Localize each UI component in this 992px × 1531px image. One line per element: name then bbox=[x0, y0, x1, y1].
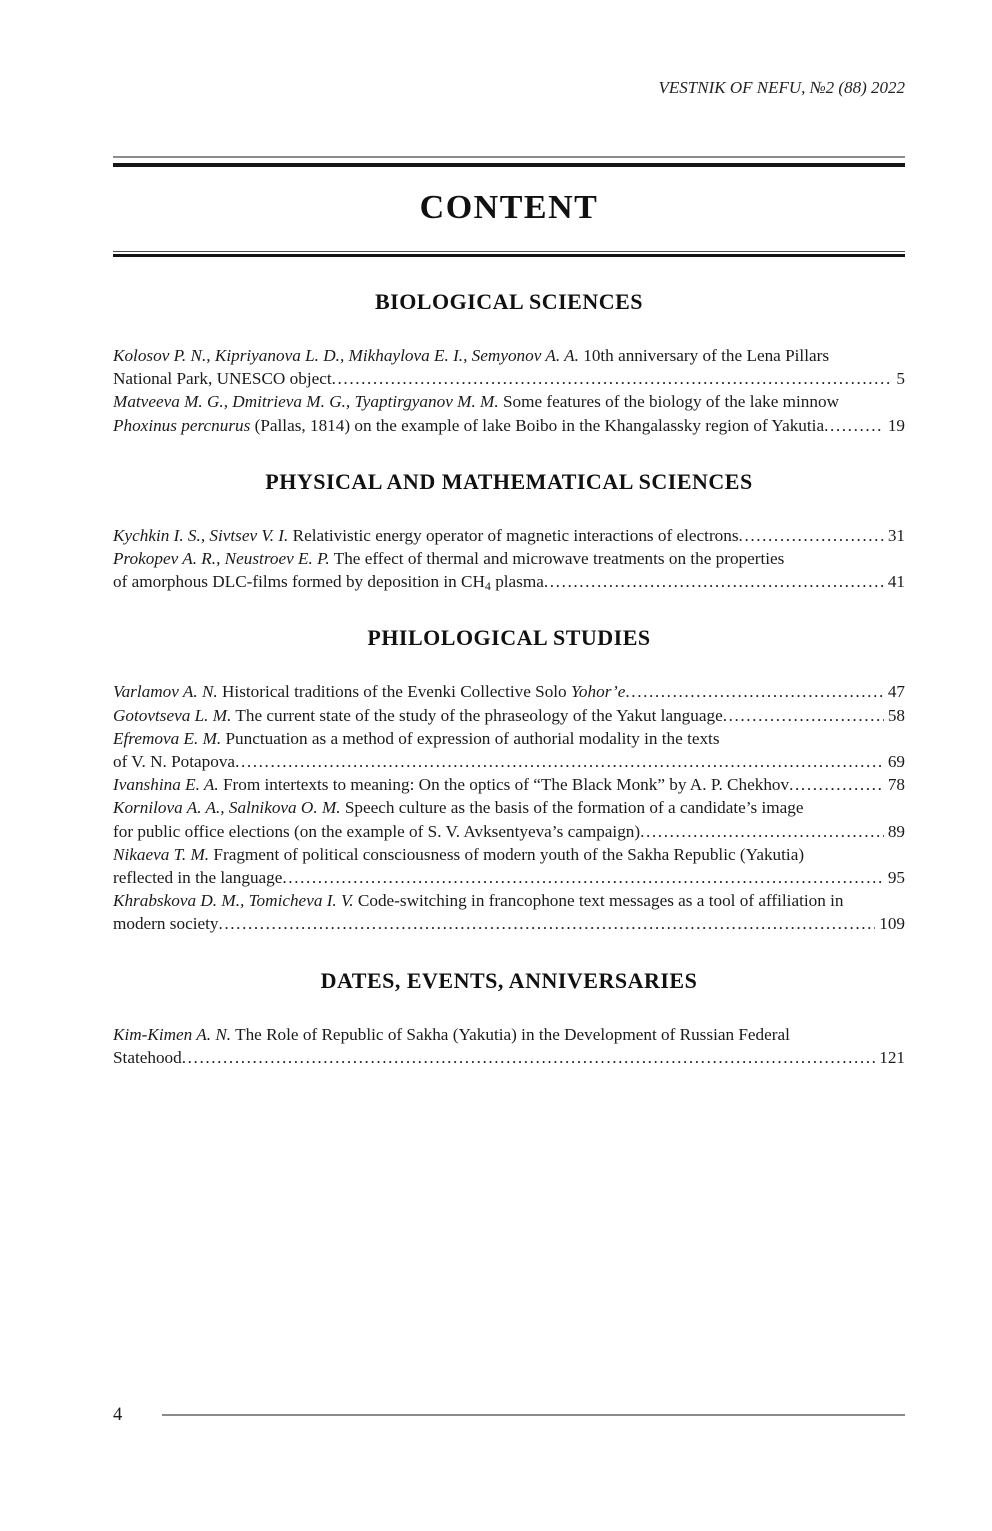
entry-page-number: 47 bbox=[887, 682, 905, 702]
toc-section bbox=[113, 968, 905, 1069]
dot-leader bbox=[182, 1046, 875, 1069]
toc-line bbox=[113, 344, 905, 367]
toc-line bbox=[113, 1023, 905, 1046]
toc-line bbox=[113, 570, 905, 593]
toc-line bbox=[113, 547, 905, 570]
page-footer bbox=[113, 1402, 905, 1428]
entry-text-segment: modern society bbox=[113, 914, 219, 934]
section-heading: DATES, EVENTS, ANNIVERSARIES bbox=[320, 967, 698, 993]
section-heading: PHILOLOGICAL STUDIES bbox=[367, 625, 651, 651]
section-heading: PHYSICAL AND MATHEMATICAL SCIENCES bbox=[265, 468, 753, 494]
toc-line bbox=[113, 704, 905, 727]
entry-page-number: 69 bbox=[887, 752, 905, 772]
entry-text bbox=[113, 912, 218, 935]
entry-text-segment: (Pallas, 1814) on the example of lake Boibo in the Khangalassky region of Yakutia bbox=[250, 415, 825, 435]
entry-text-segment: plasma bbox=[490, 572, 544, 592]
dot-leader bbox=[723, 704, 884, 727]
dot-leader bbox=[739, 524, 884, 547]
dot-leader bbox=[789, 773, 884, 796]
entry-page-number: 5 bbox=[896, 369, 905, 389]
toc-entry bbox=[113, 390, 905, 436]
entry-text bbox=[113, 524, 739, 547]
toc-entry bbox=[113, 1023, 905, 1069]
toc-section bbox=[113, 289, 905, 437]
entry-text bbox=[113, 820, 640, 843]
dot-leader bbox=[282, 866, 883, 889]
top-double-rule bbox=[113, 156, 905, 167]
entry-text-segment: Nikaeva T. M. bbox=[113, 844, 210, 864]
toc-section bbox=[113, 625, 905, 935]
toc-entry bbox=[113, 796, 905, 842]
entry-text-segment: The current state of the study of the phraseology of the Yakut language bbox=[231, 705, 723, 725]
title-underline-rule bbox=[113, 251, 905, 257]
page-title: CONTENT bbox=[419, 189, 599, 226]
toc-entry bbox=[113, 704, 905, 727]
toc-line bbox=[113, 390, 905, 413]
entry-text bbox=[113, 889, 844, 912]
entry-text bbox=[113, 680, 625, 703]
entry-page-number: 109 bbox=[879, 914, 905, 934]
toc-entry bbox=[113, 680, 905, 703]
dot-leader bbox=[332, 367, 893, 390]
entry-text bbox=[113, 414, 824, 437]
entry-text-segment: Punctuation as a method of expression of authorial modality in the texts bbox=[221, 728, 720, 748]
entry-text-segment: National Park, UNESCO object bbox=[113, 369, 332, 389]
entry-text-segment: Yohor’e bbox=[570, 682, 626, 702]
entry-page-number: 121 bbox=[879, 1047, 905, 1067]
entry-text-segment: Relativistic energy operator of magnetic interactions of electrons bbox=[288, 525, 739, 545]
entry-text bbox=[113, 344, 829, 367]
dot-leader bbox=[625, 680, 883, 703]
entry-text-segment: 10th anniversary of the Lena Pillars bbox=[578, 346, 830, 365]
entry-text-segment: Phoxinus percnurus bbox=[113, 415, 251, 435]
entry-text-segment: The Role of Republic of Sakha (Yakutia) in the Development of Russian Federal bbox=[231, 1024, 790, 1044]
entry-text bbox=[113, 1023, 790, 1046]
toc-line bbox=[113, 843, 905, 866]
toc-line bbox=[113, 367, 905, 390]
section-heading: BIOLOGICAL SCIENCES bbox=[374, 289, 644, 314]
entry-text-segment: of amorphous DLC-films formed by deposition in CH bbox=[113, 572, 485, 592]
toc-line bbox=[113, 414, 905, 437]
toc-entry bbox=[113, 773, 905, 796]
footer-rule bbox=[162, 1414, 905, 1416]
entry-text bbox=[113, 866, 282, 889]
entry-text-segment: Code-switching in francophone text messages as a tool of affiliation in bbox=[353, 891, 844, 911]
entry-text-segment: Ivanshina E. A. bbox=[113, 775, 219, 795]
toc-line bbox=[113, 750, 905, 773]
entry-text-segment: Speech culture as the basis of the formation of a candidate’s image bbox=[340, 798, 804, 818]
entry-text-segment: Statehood bbox=[113, 1047, 182, 1067]
entry-text bbox=[113, 547, 784, 570]
toc-line bbox=[113, 889, 905, 912]
toc-line bbox=[113, 727, 905, 750]
entry-page-number: 41 bbox=[887, 572, 905, 592]
toc-line bbox=[113, 866, 905, 889]
toc-entry bbox=[113, 547, 905, 593]
entry-text-segment: Prokopev A. R., Neustroev E. P. bbox=[113, 549, 330, 569]
entry-text-segment: 4 bbox=[484, 579, 491, 594]
entry-page-number: 78 bbox=[887, 775, 905, 795]
entry-page-number: 31 bbox=[887, 525, 905, 545]
entry-text bbox=[113, 796, 804, 819]
entry-text-segment: Khrabskova D. M., Tomicheva I. V. bbox=[113, 891, 354, 911]
journal-running-header: VESTNIK OF NEFU, №2 (88) 2022 bbox=[658, 78, 905, 97]
toc-entry bbox=[113, 727, 905, 773]
entry-text-segment: reflected in the language bbox=[113, 868, 283, 888]
entry-page-number: 19 bbox=[887, 415, 905, 435]
entry-text-segment: for public office elections (on the example of S. V. Avksentyeva’s campaign) bbox=[113, 821, 641, 841]
entry-text-segment: The effect of thermal and microwave treatments on the properties bbox=[329, 549, 785, 569]
entry-text bbox=[113, 570, 544, 593]
entry-text bbox=[113, 750, 235, 773]
entry-text-segment: Kim-Kimen A. N. bbox=[113, 1024, 232, 1044]
entry-text-segment: From intertexts to meaning: On the optics of “The Black Monk” by A. P. Chekhov bbox=[218, 775, 790, 795]
entry-text-segment: Kornilova A. A., Salnikova O. M. bbox=[113, 798, 341, 818]
entry-text bbox=[113, 390, 839, 413]
toc-entry bbox=[113, 344, 905, 390]
table-of-contents bbox=[113, 289, 905, 1069]
entry-text-segment: Kychkin I. S., Sivtsev V. I. bbox=[113, 525, 289, 545]
dot-leader bbox=[640, 820, 884, 843]
toc-entry bbox=[113, 843, 905, 889]
entry-text-segment: Gotovtseva L. M. bbox=[113, 705, 232, 725]
entry-text-segment: Historical traditions of the Evenki Collective Solo bbox=[217, 682, 571, 702]
entry-text-segment: Matveeva M. G., Dmitrieva M. G., Tyaptirgyanov M. M. bbox=[113, 392, 499, 412]
entry-text bbox=[113, 1046, 182, 1069]
folio-page-number: 4 bbox=[113, 1405, 123, 1425]
toc-line bbox=[113, 820, 905, 843]
entry-text bbox=[113, 704, 723, 727]
entry-text-segment: Fragment of political consciousness of modern youth of the Sakha Republic (Yakutia) bbox=[209, 844, 805, 864]
toc-line bbox=[113, 912, 905, 935]
entry-page-number: 89 bbox=[887, 821, 905, 841]
entry-text-segment: Varlamov A. N. bbox=[113, 682, 218, 702]
toc-entry bbox=[113, 889, 905, 935]
dot-leader bbox=[824, 414, 884, 437]
toc-line bbox=[113, 680, 905, 703]
entry-text-segment: Efremova E. M. bbox=[113, 728, 222, 748]
dot-leader bbox=[235, 750, 884, 773]
entry-text-segment: Kolosov P. N., Kipriyanova L. D., Mikhaylova E. I., Semyonov A. A. bbox=[113, 346, 579, 365]
toc-line bbox=[113, 796, 905, 819]
entry-page-number: 58 bbox=[887, 705, 905, 725]
entry-text bbox=[113, 843, 804, 866]
entry-text bbox=[113, 727, 720, 750]
entry-page-number: 95 bbox=[887, 868, 905, 888]
toc-entry bbox=[113, 524, 905, 547]
entry-text bbox=[113, 367, 332, 390]
toc-line bbox=[113, 1046, 905, 1069]
toc-line bbox=[113, 524, 905, 547]
toc-line bbox=[113, 773, 905, 796]
entry-text-segment: Some features of the biology of the lake minnow bbox=[498, 392, 839, 412]
dot-leader bbox=[544, 570, 884, 593]
toc-section bbox=[113, 469, 905, 594]
entry-text-segment: of V. N. Potapova bbox=[113, 752, 236, 772]
dot-leader bbox=[218, 912, 875, 935]
entry-text bbox=[113, 773, 789, 796]
